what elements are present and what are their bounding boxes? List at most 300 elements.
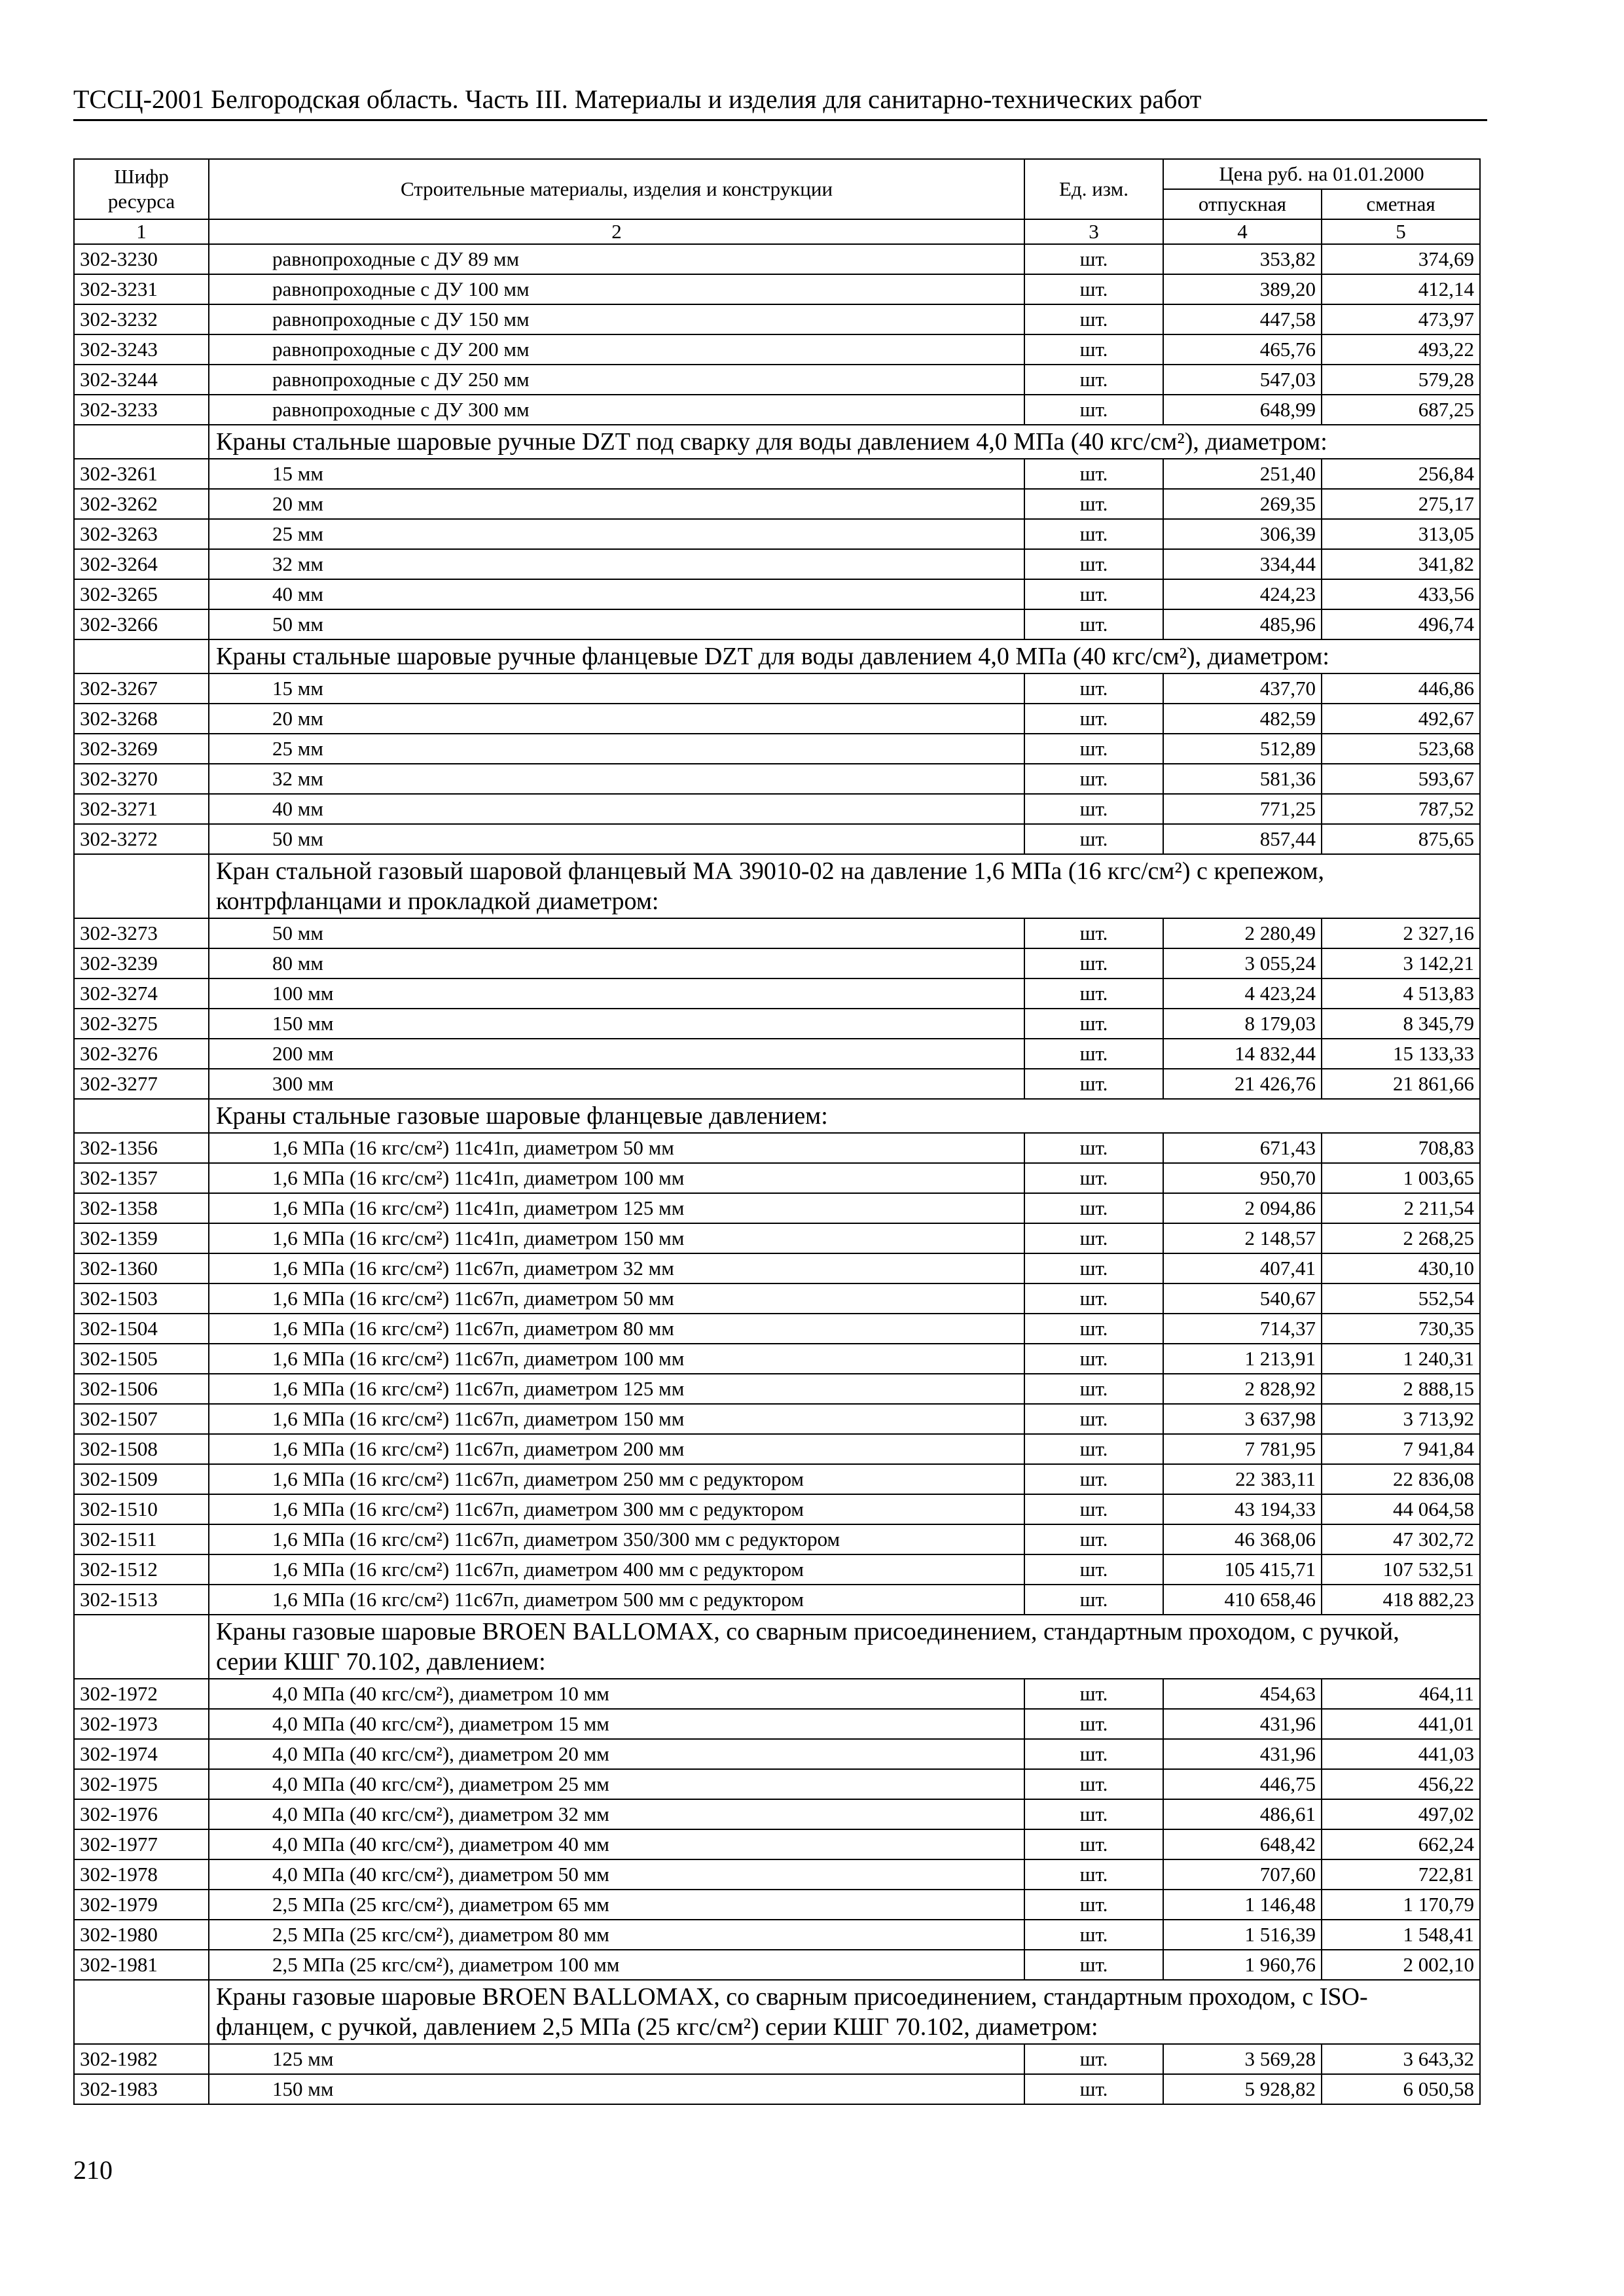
resource-code: 302-1978 (74, 1859, 209, 1890)
resource-code: 302-3264 (74, 549, 209, 579)
unit-of-measure: шт. (1024, 1890, 1163, 1920)
unit-of-measure: шт. (1024, 274, 1163, 304)
unit-of-measure: шт. (1024, 1009, 1163, 1039)
estimate-price: 1 240,31 (1322, 1344, 1480, 1374)
release-price: 410 658,46 (1163, 1585, 1322, 1615)
resource-code: 302-1975 (74, 1769, 209, 1799)
header-price: Цена руб. на 01.01.2000 (1163, 159, 1480, 189)
estimate-price: 7 941,84 (1322, 1434, 1480, 1464)
estimate-price: 313,05 (1322, 519, 1480, 549)
resource-code: 302-1979 (74, 1890, 209, 1920)
section-header-row (74, 854, 1480, 918)
table-row (74, 1709, 1480, 1739)
release-price: 671,43 (1163, 1133, 1322, 1163)
resource-code: 302-3268 (74, 704, 209, 734)
unit-of-measure: шт. (1024, 1554, 1163, 1585)
estimate-price: 3 713,92 (1322, 1404, 1480, 1434)
estimate-price: 47 302,72 (1322, 1524, 1480, 1554)
table-row (74, 304, 1480, 334)
section-code-cell (74, 425, 209, 459)
release-price: 857,44 (1163, 824, 1322, 854)
estimate-price: 2 888,15 (1322, 1374, 1480, 1404)
section-code-cell (74, 1099, 209, 1133)
table-row (74, 1524, 1480, 1554)
unit-of-measure: шт. (1024, 1769, 1163, 1799)
resource-code: 302-1512 (74, 1554, 209, 1585)
item-name: 1,6 МПа (16 кгс/см²) 11с67п, диаметром 250 мм с редуктором (209, 1464, 1024, 1494)
table-row (74, 1799, 1480, 1829)
release-price: 707,60 (1163, 1859, 1322, 1890)
unit-of-measure: шт. (1024, 1069, 1163, 1099)
resource-code: 302-1977 (74, 1829, 209, 1859)
column-number: 2 (209, 219, 1024, 244)
table-header-row (74, 159, 1480, 189)
table-row (74, 1374, 1480, 1404)
header-name: Строительные материалы, изделия и конструкции (209, 159, 1024, 219)
item-name: 150 мм (209, 1009, 1024, 1039)
section-code-cell (74, 1615, 209, 1679)
resource-code: 302-1358 (74, 1193, 209, 1223)
item-name: 80 мм (209, 948, 1024, 978)
unit-of-measure: шт. (1024, 1163, 1163, 1193)
item-name: 2,5 МПа (25 кгс/см²), диаметром 65 мм (209, 1890, 1024, 1920)
section-title: Краны газовые шаровые BROEN BALLOMAX, со сварным присоединением, стандартным проходом, с ISO-фланцем, с ручкой, давлением 2,5 МПа (25 кгс/см²) серии КШГ 70.102, диаметром: (209, 1980, 1480, 2044)
estimate-price: 579,28 (1322, 365, 1480, 395)
column-number: 4 (1163, 219, 1322, 244)
resource-code: 302-1980 (74, 1920, 209, 1950)
unit-of-measure: шт. (1024, 459, 1163, 489)
release-price: 14 832,44 (1163, 1039, 1322, 1069)
item-name: 50 мм (209, 918, 1024, 948)
estimate-price: 687,25 (1322, 395, 1480, 425)
unit-of-measure: шт. (1024, 734, 1163, 764)
estimate-price: 433,56 (1322, 579, 1480, 609)
resource-code: 302-3275 (74, 1009, 209, 1039)
estimate-price: 441,01 (1322, 1709, 1480, 1739)
release-price: 3 637,98 (1163, 1404, 1322, 1434)
release-price: 5 928,82 (1163, 2074, 1322, 2104)
table-row (74, 734, 1480, 764)
table-row (74, 978, 1480, 1009)
resource-code: 302-1983 (74, 2074, 209, 2104)
release-price: 1 213,91 (1163, 1344, 1322, 1374)
estimate-price: 787,52 (1322, 794, 1480, 824)
estimate-price: 497,02 (1322, 1799, 1480, 1829)
resource-code: 302-1982 (74, 2044, 209, 2074)
unit-of-measure: шт. (1024, 824, 1163, 854)
resource-code: 302-3265 (74, 579, 209, 609)
item-name: 1,6 МПа (16 кгс/см²) 11с67п, диаметром 80 мм (209, 1314, 1024, 1344)
item-name: 1,6 МПа (16 кгс/см²) 11с41п, диаметром 50 мм (209, 1133, 1024, 1163)
item-name: 1,6 МПа (16 кгс/см²) 11с67п, диаметром 350/300 мм с редуктором (209, 1524, 1024, 1554)
item-name: 15 мм (209, 673, 1024, 704)
resource-code: 302-1981 (74, 1950, 209, 1980)
release-price: 1 516,39 (1163, 1920, 1322, 1950)
release-price: 407,41 (1163, 1253, 1322, 1283)
table-row (74, 948, 1480, 978)
item-name: 2,5 МПа (25 кгс/см²), диаметром 80 мм (209, 1920, 1024, 1950)
item-name: 1,6 МПа (16 кгс/см²) 11с67п, диаметром 300 мм с редуктором (209, 1494, 1024, 1524)
unit-of-measure: шт. (1024, 1494, 1163, 1524)
estimate-price: 492,67 (1322, 704, 1480, 734)
estimate-price: 1 548,41 (1322, 1920, 1480, 1950)
release-price: 714,37 (1163, 1314, 1322, 1344)
unit-of-measure: шт. (1024, 918, 1163, 948)
estimate-price: 2 268,25 (1322, 1223, 1480, 1253)
item-name: 1,6 МПа (16 кгс/см²) 11с67п, диаметром 150 мм (209, 1404, 1024, 1434)
item-name: 4,0 МПа (40 кгс/см²), диаметром 10 мм (209, 1679, 1024, 1709)
estimate-price: 1 170,79 (1322, 1890, 1480, 1920)
estimate-price: 493,22 (1322, 334, 1480, 365)
item-name: равнопроходные с ДУ 150 мм (209, 304, 1024, 334)
item-name: 1,6 МПа (16 кгс/см²) 11с67п, диаметром 100 мм (209, 1344, 1024, 1374)
release-price: 950,70 (1163, 1163, 1322, 1193)
item-name: 1,6 МПа (16 кгс/см²) 11с41п, диаметром 100 мм (209, 1163, 1024, 1193)
unit-of-measure: шт. (1024, 1223, 1163, 1253)
table-row (74, 1829, 1480, 1859)
unit-of-measure: шт. (1024, 1679, 1163, 1709)
resource-code: 302-1357 (74, 1163, 209, 1193)
resource-code: 302-3244 (74, 365, 209, 395)
item-name: 40 мм (209, 794, 1024, 824)
table-row (74, 1133, 1480, 1163)
resource-code: 302-1508 (74, 1434, 209, 1464)
estimate-price: 1 003,65 (1322, 1163, 1480, 1193)
item-name: 1,6 МПа (16 кгс/см²) 11с67п, диаметром 200 мм (209, 1434, 1024, 1464)
section-title: Краны газовые шаровые BROEN BALLOMAX, со сварным присоединением, стандартным проходом, с ручкой, серии КШГ 70.102, давлением: (209, 1615, 1480, 1679)
estimate-price: 374,69 (1322, 244, 1480, 274)
resource-code: 302-3263 (74, 519, 209, 549)
release-price: 648,99 (1163, 395, 1322, 425)
release-price: 3 055,24 (1163, 948, 1322, 978)
unit-of-measure: шт. (1024, 2074, 1163, 2104)
table-row (74, 1920, 1480, 1950)
release-price: 22 383,11 (1163, 1464, 1322, 1494)
release-price: 43 194,33 (1163, 1494, 1322, 1524)
resource-code: 302-1507 (74, 1404, 209, 1434)
item-name: 300 мм (209, 1069, 1024, 1099)
section-title: Краны стальные шаровые ручные DZT под сварку для воды давлением 4,0 МПа (40 кгс/см²), диаметром: (209, 425, 1480, 459)
unit-of-measure: шт. (1024, 1585, 1163, 1615)
estimate-price: 8 345,79 (1322, 1009, 1480, 1039)
resource-code: 302-1506 (74, 1374, 209, 1404)
estimate-price: 341,82 (1322, 549, 1480, 579)
unit-of-measure: шт. (1024, 673, 1163, 704)
unit-of-measure: шт. (1024, 978, 1163, 1009)
unit-of-measure: шт. (1024, 1314, 1163, 1344)
header-release-price: отпускная (1163, 189, 1322, 219)
table-row (74, 1039, 1480, 1069)
resource-code: 302-3273 (74, 918, 209, 948)
item-name: равнопроходные с ДУ 300 мм (209, 395, 1024, 425)
resource-code: 302-3261 (74, 459, 209, 489)
unit-of-measure: шт. (1024, 1739, 1163, 1769)
estimate-price: 22 836,08 (1322, 1464, 1480, 1494)
unit-of-measure: шт. (1024, 948, 1163, 978)
release-price: 2 148,57 (1163, 1223, 1322, 1253)
table-row (74, 1314, 1480, 1344)
release-price: 389,20 (1163, 274, 1322, 304)
table-row (74, 764, 1480, 794)
item-name: равнопроходные с ДУ 89 мм (209, 244, 1024, 274)
item-name: 4,0 МПа (40 кгс/см²), диаметром 20 мм (209, 1739, 1024, 1769)
section-header-row (74, 425, 1480, 459)
release-price: 581,36 (1163, 764, 1322, 794)
release-price: 105 415,71 (1163, 1554, 1322, 1585)
table-row (74, 1434, 1480, 1464)
release-price: 21 426,76 (1163, 1069, 1322, 1099)
estimate-price: 4 513,83 (1322, 978, 1480, 1009)
estimate-price: 2 211,54 (1322, 1193, 1480, 1223)
table-row (74, 1679, 1480, 1709)
release-price: 334,44 (1163, 549, 1322, 579)
item-name: 40 мм (209, 579, 1024, 609)
unit-of-measure: шт. (1024, 764, 1163, 794)
table-row (74, 794, 1480, 824)
estimate-price: 2 002,10 (1322, 1950, 1480, 1980)
resource-code: 302-3271 (74, 794, 209, 824)
header-code: Шифр ресурса (74, 159, 209, 219)
table-row (74, 609, 1480, 639)
section-header-row (74, 1980, 1480, 2044)
table-row (74, 824, 1480, 854)
release-price: 447,58 (1163, 304, 1322, 334)
item-name: 32 мм (209, 764, 1024, 794)
resource-code: 302-3267 (74, 673, 209, 704)
table-row (74, 673, 1480, 704)
item-name: равнопроходные с ДУ 200 мм (209, 334, 1024, 365)
estimate-price: 44 064,58 (1322, 1494, 1480, 1524)
table-row (74, 1069, 1480, 1099)
estimate-price: 496,74 (1322, 609, 1480, 639)
estimate-price: 412,14 (1322, 274, 1480, 304)
estimate-price: 21 861,66 (1322, 1069, 1480, 1099)
release-price: 2 094,86 (1163, 1193, 1322, 1223)
release-price: 485,96 (1163, 609, 1322, 639)
estimate-price: 708,83 (1322, 1133, 1480, 1163)
resource-code: 302-1509 (74, 1464, 209, 1494)
release-price: 251,40 (1163, 459, 1322, 489)
estimate-price: 523,68 (1322, 734, 1480, 764)
unit-of-measure: шт. (1024, 519, 1163, 549)
estimate-price: 418 882,23 (1322, 1585, 1480, 1615)
resource-code: 302-1976 (74, 1799, 209, 1829)
table-row (74, 918, 1480, 948)
item-name: 2,5 МПа (25 кгс/см²), диаметром 100 мм (209, 1950, 1024, 1980)
unit-of-measure: шт. (1024, 1283, 1163, 1314)
section-header-row (74, 1099, 1480, 1133)
release-price: 4 423,24 (1163, 978, 1322, 1009)
column-number: 3 (1024, 219, 1163, 244)
estimate-price: 464,11 (1322, 1679, 1480, 1709)
estimate-price: 6 050,58 (1322, 2074, 1480, 2104)
table-row (74, 244, 1480, 274)
release-price: 7 781,95 (1163, 1434, 1322, 1464)
resource-code: 302-3239 (74, 948, 209, 978)
unit-of-measure: шт. (1024, 1464, 1163, 1494)
table-row (74, 549, 1480, 579)
resource-code: 302-3269 (74, 734, 209, 764)
item-name: равнопроходные с ДУ 250 мм (209, 365, 1024, 395)
unit-of-measure: шт. (1024, 1344, 1163, 1374)
title-underline (73, 119, 1487, 121)
unit-of-measure: шт. (1024, 549, 1163, 579)
unit-of-measure: шт. (1024, 365, 1163, 395)
item-name: равнопроходные с ДУ 100 мм (209, 274, 1024, 304)
table-row (74, 1253, 1480, 1283)
item-name: 4,0 МПа (40 кгс/см²), диаметром 15 мм (209, 1709, 1024, 1739)
release-price: 771,25 (1163, 794, 1322, 824)
resource-code: 302-3276 (74, 1039, 209, 1069)
release-price: 540,67 (1163, 1283, 1322, 1314)
item-name: 1,6 МПа (16 кгс/см²) 11с67п, диаметром 125 мм (209, 1374, 1024, 1404)
release-price: 1 146,48 (1163, 1890, 1322, 1920)
section-code-cell (74, 1980, 209, 2044)
item-name: 4,0 МПа (40 кгс/см²), диаметром 25 мм (209, 1769, 1024, 1799)
release-price: 353,82 (1163, 244, 1322, 274)
table-row (74, 2044, 1480, 2074)
document-title: ТССЦ-2001 Белгородская область. Часть III. Материалы и изделия для санитарно-технических работ (73, 84, 1202, 114)
header-unit: Ед. изм. (1024, 159, 1163, 219)
estimate-price: 3 643,32 (1322, 2044, 1480, 2074)
resource-code: 302-3272 (74, 824, 209, 854)
release-price: 46 368,06 (1163, 1524, 1322, 1554)
estimate-price: 473,97 (1322, 304, 1480, 334)
resource-code: 302-3266 (74, 609, 209, 639)
table-row (74, 274, 1480, 304)
release-price: 306,39 (1163, 519, 1322, 549)
item-name: 4,0 МПа (40 кгс/см²), диаметром 40 мм (209, 1829, 1024, 1859)
section-code-cell (74, 854, 209, 918)
table-row (74, 519, 1480, 549)
table-row (74, 1585, 1480, 1615)
estimate-price: 593,67 (1322, 764, 1480, 794)
column-number-row (74, 219, 1480, 244)
unit-of-measure: шт. (1024, 489, 1163, 519)
table-row (74, 365, 1480, 395)
resource-code: 302-3230 (74, 244, 209, 274)
table-row (74, 1769, 1480, 1799)
item-name: 200 мм (209, 1039, 1024, 1069)
item-name: 20 мм (209, 489, 1024, 519)
column-number: 1 (74, 219, 209, 244)
release-price: 2 828,92 (1163, 1374, 1322, 1404)
section-title: Краны стальные газовые шаровые фланцевые давлением: (209, 1099, 1480, 1133)
section-header-row (74, 1615, 1480, 1679)
estimate-price: 2 327,16 (1322, 918, 1480, 948)
item-name: 25 мм (209, 734, 1024, 764)
unit-of-measure: шт. (1024, 1829, 1163, 1859)
estimate-price: 275,17 (1322, 489, 1480, 519)
estimate-price: 3 142,21 (1322, 948, 1480, 978)
price-table (73, 158, 1481, 2105)
release-price: 446,75 (1163, 1769, 1322, 1799)
estimate-price: 456,22 (1322, 1769, 1480, 1799)
table-row (74, 1283, 1480, 1314)
unit-of-measure: шт. (1024, 244, 1163, 274)
unit-of-measure: шт. (1024, 1799, 1163, 1829)
resource-code: 302-1974 (74, 1739, 209, 1769)
release-price: 3 569,28 (1163, 2044, 1322, 2074)
estimate-price: 256,84 (1322, 459, 1480, 489)
unit-of-measure: шт. (1024, 609, 1163, 639)
unit-of-measure: шт. (1024, 579, 1163, 609)
header-estimate-price: сметная (1322, 189, 1480, 219)
unit-of-measure: шт. (1024, 1253, 1163, 1283)
item-name: 100 мм (209, 978, 1024, 1009)
release-price: 465,76 (1163, 334, 1322, 365)
table-row (74, 1494, 1480, 1524)
item-name: 1,6 МПа (16 кгс/см²) 11с41п, диаметром 150 мм (209, 1223, 1024, 1253)
estimate-price: 730,35 (1322, 1314, 1480, 1344)
section-title: Кран стальной газовый шаровой фланцевый МА 39010-02 на давление 1,6 МПа (16 кгс/см²) с крепежом, контрфланцами и прокладкой диаметром: (209, 854, 1480, 918)
unit-of-measure: шт. (1024, 1859, 1163, 1890)
resource-code: 302-1360 (74, 1253, 209, 1283)
resource-code: 302-3277 (74, 1069, 209, 1099)
estimate-price: 430,10 (1322, 1253, 1480, 1283)
table-row (74, 1163, 1480, 1193)
unit-of-measure: шт. (1024, 334, 1163, 365)
unit-of-measure: шт. (1024, 704, 1163, 734)
unit-of-measure: шт. (1024, 1524, 1163, 1554)
estimate-price: 107 532,51 (1322, 1554, 1480, 1585)
resource-code: 302-1972 (74, 1679, 209, 1709)
estimate-price: 446,86 (1322, 673, 1480, 704)
item-name: 125 мм (209, 2044, 1024, 2074)
estimate-price: 552,54 (1322, 1283, 1480, 1314)
release-price: 454,63 (1163, 1679, 1322, 1709)
item-name: 50 мм (209, 824, 1024, 854)
release-price: 486,61 (1163, 1799, 1322, 1829)
unit-of-measure: шт. (1024, 1709, 1163, 1739)
resource-code: 302-1973 (74, 1709, 209, 1739)
table-row (74, 1890, 1480, 1920)
resource-code: 302-3232 (74, 304, 209, 334)
release-price: 648,42 (1163, 1829, 1322, 1859)
unit-of-measure: шт. (1024, 1434, 1163, 1464)
resource-code: 302-3243 (74, 334, 209, 365)
unit-of-measure: шт. (1024, 1920, 1163, 1950)
release-price: 437,70 (1163, 673, 1322, 704)
item-name: 1,6 МПа (16 кгс/см²) 11с67п, диаметром 32 мм (209, 1253, 1024, 1283)
table-row (74, 395, 1480, 425)
resource-code: 302-3274 (74, 978, 209, 1009)
release-price: 431,96 (1163, 1709, 1322, 1739)
section-header-row (74, 639, 1480, 673)
unit-of-measure: шт. (1024, 1193, 1163, 1223)
resource-code: 302-1511 (74, 1524, 209, 1554)
resource-code: 302-1510 (74, 1494, 209, 1524)
release-price: 431,96 (1163, 1739, 1322, 1769)
table-row (74, 1464, 1480, 1494)
table-row (74, 1554, 1480, 1585)
table-row (74, 704, 1480, 734)
estimate-price: 722,81 (1322, 1859, 1480, 1890)
estimate-price: 15 133,33 (1322, 1039, 1480, 1069)
item-name: 4,0 МПа (40 кгс/см²), диаметром 32 мм (209, 1799, 1024, 1829)
table-row (74, 489, 1480, 519)
section-code-cell (74, 639, 209, 673)
estimate-price: 875,65 (1322, 824, 1480, 854)
item-name: 15 мм (209, 459, 1024, 489)
table-row (74, 1859, 1480, 1890)
table-row (74, 1223, 1480, 1253)
resource-code: 302-1359 (74, 1223, 209, 1253)
item-name: 150 мм (209, 2074, 1024, 2104)
item-name: 1,6 МПа (16 кгс/см²) 11с67п, диаметром 500 мм с редуктором (209, 1585, 1024, 1615)
resource-code: 302-1505 (74, 1344, 209, 1374)
table-row (74, 334, 1480, 365)
